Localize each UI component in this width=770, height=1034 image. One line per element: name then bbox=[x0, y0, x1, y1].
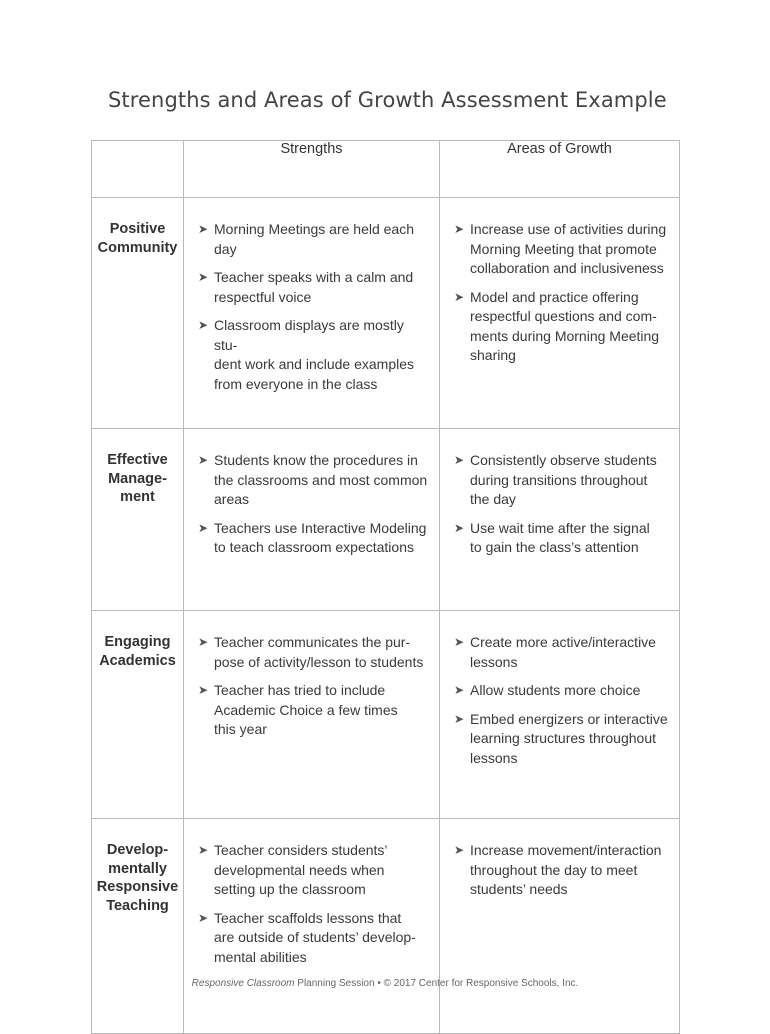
list-item-text: Teacher speaks with a calm and respectful voice bbox=[214, 269, 414, 305]
list-item bbox=[454, 220, 669, 279]
header-areas-of-growth: Areas of Growth bbox=[440, 141, 680, 198]
list-item-text: Increase movement/interaction throughout the day to meet students’ needs bbox=[470, 842, 662, 897]
list-item-text: Classroom displays are mostly stu- dent work and include examples from everyone in the class bbox=[214, 317, 415, 392]
list-item bbox=[198, 841, 429, 900]
list-item bbox=[198, 220, 429, 259]
list-item bbox=[454, 681, 669, 701]
footer-text: Planning Session • © 2017 Center for Responsive Schools, Inc. bbox=[294, 978, 579, 989]
list-item-text: Teacher considers students’ developmental needs when setting up the classroom bbox=[214, 842, 388, 897]
arrow-bullet-icon: ➤ bbox=[198, 270, 209, 284]
arrow-bullet-icon: ➤ bbox=[454, 520, 465, 535]
list-item-text: Students know the procedures in the classrooms and most common areas bbox=[214, 452, 428, 507]
arrow-bullet-icon: ➤ bbox=[454, 683, 465, 697]
list-item bbox=[198, 909, 429, 968]
list-item bbox=[454, 288, 669, 366]
list-item-text: Teacher has tried to include Academic Choice a few times this year bbox=[214, 682, 398, 737]
strengths-cell bbox=[184, 819, 440, 1034]
table-row bbox=[92, 611, 680, 819]
list-item-text: Increase use of activities during Morning Meeting that promote collaboration and inclusiveness bbox=[470, 221, 667, 276]
list-item bbox=[454, 633, 669, 672]
list-item bbox=[454, 451, 669, 510]
list-item-text: Teachers use Interactive Modeling to teach classroom expectations bbox=[214, 519, 427, 555]
strengths-cell bbox=[184, 611, 440, 819]
arrow-bullet-icon: ➤ bbox=[198, 453, 209, 467]
row-label: Engaging Academics bbox=[92, 611, 184, 819]
arrow-bullet-icon: ➤ bbox=[454, 289, 465, 304]
list-item bbox=[198, 519, 429, 558]
row-label: Positive Community bbox=[92, 198, 184, 429]
header-strengths: Strengths bbox=[184, 141, 440, 198]
page-title: Strengths and Areas of Growth Assessment Example bbox=[108, 88, 667, 112]
table-row bbox=[92, 429, 680, 611]
arrow-bullet-icon: ➤ bbox=[454, 453, 465, 467]
list-item-text: Create more active/interactive lessons bbox=[470, 634, 656, 670]
arrow-bullet-icon: ➤ bbox=[198, 843, 209, 857]
list-item-text: Teacher scaffolds lessons that are outside of students’ develop- mental abilities bbox=[214, 909, 416, 965]
growth-cell bbox=[440, 819, 680, 1034]
arrow-bullet-icon: ➤ bbox=[198, 910, 209, 925]
table-row bbox=[92, 198, 680, 429]
growth-cell bbox=[440, 198, 680, 429]
row-label: Develop- mentally Responsive Teaching bbox=[92, 819, 184, 1034]
arrow-bullet-icon: ➤ bbox=[454, 711, 465, 726]
arrow-bullet-icon: ➤ bbox=[198, 318, 209, 332]
list-item bbox=[454, 841, 669, 900]
arrow-bullet-icon: ➤ bbox=[454, 635, 465, 649]
arrow-bullet-icon: ➤ bbox=[454, 222, 465, 236]
list-item-text: Morning Meetings are held each day bbox=[214, 221, 415, 257]
row-label: Effective Manage- ment bbox=[92, 429, 184, 611]
list-item-text: Consistently observe students during transitions throughout the day bbox=[470, 452, 657, 507]
page-footer bbox=[0, 978, 770, 989]
list-item bbox=[198, 316, 429, 394]
list-item bbox=[198, 451, 429, 510]
strengths-cell bbox=[184, 429, 440, 611]
arrow-bullet-icon: ➤ bbox=[198, 520, 209, 535]
arrow-bullet-icon: ➤ bbox=[198, 683, 209, 697]
list-item-text: Allow students more choice bbox=[470, 682, 641, 698]
strengths-cell bbox=[184, 198, 440, 429]
list-item bbox=[198, 681, 429, 740]
arrow-bullet-icon: ➤ bbox=[198, 222, 209, 236]
arrow-bullet-icon: ➤ bbox=[454, 843, 465, 857]
header-blank-cell bbox=[92, 141, 184, 198]
list-item bbox=[198, 268, 429, 307]
growth-cell bbox=[440, 611, 680, 819]
list-item-text: Use wait time after the signal to gain the class’s attention bbox=[470, 519, 650, 555]
table-row bbox=[92, 819, 680, 1034]
list-item bbox=[454, 710, 669, 769]
list-item bbox=[198, 633, 429, 672]
list-item-text: Teacher communicates the pur- pose of activity/lesson to students bbox=[214, 634, 424, 670]
assessment-table bbox=[91, 140, 680, 1034]
growth-cell bbox=[440, 429, 680, 611]
list-item-text: Embed energizers or interactive learning structures throughout lessons bbox=[470, 710, 668, 766]
header-row bbox=[92, 141, 680, 198]
arrow-bullet-icon: ➤ bbox=[198, 635, 209, 649]
list-item-text: Model and practice offering respectful questions and com- ments during Morning Meeting sharing bbox=[470, 288, 660, 363]
footer-italic-text: Responsive Classroom bbox=[191, 978, 295, 989]
list-item bbox=[454, 519, 669, 558]
